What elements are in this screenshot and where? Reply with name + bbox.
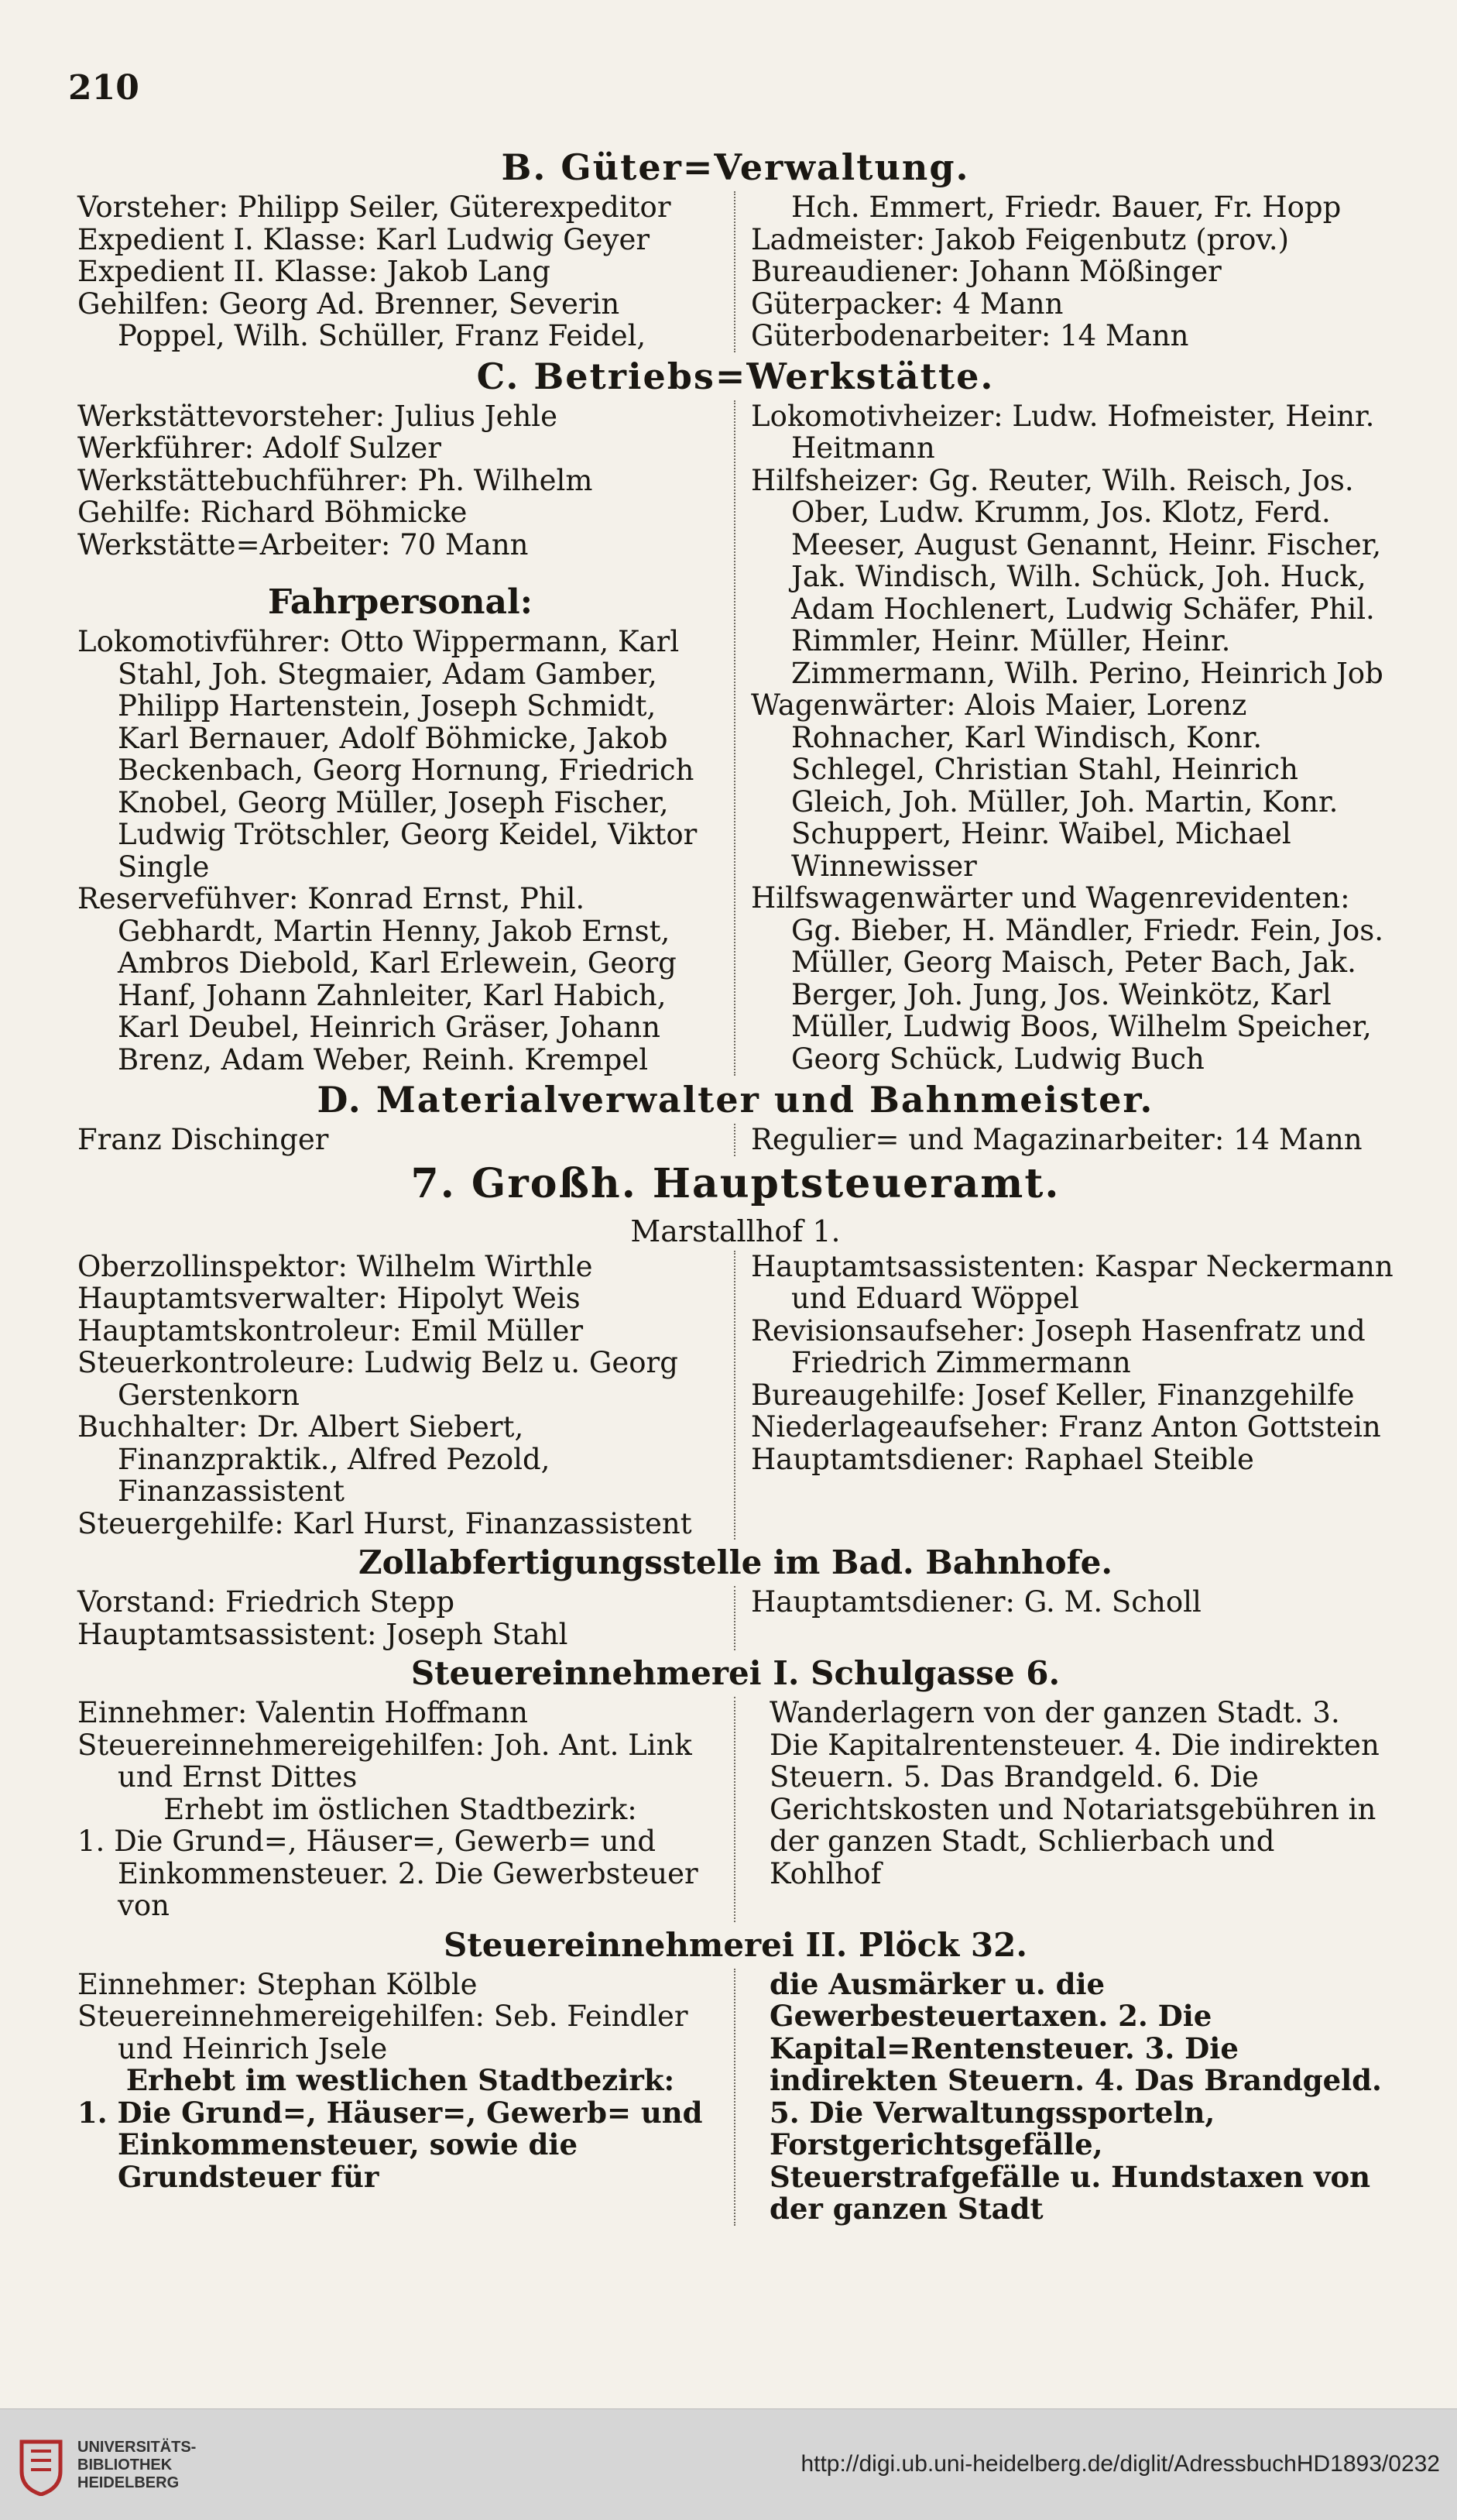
- steuer-1-title: Steuereinnehmerei I. Schulgasse 6.: [410, 1654, 1061, 1692]
- spacer: [77, 561, 723, 579]
- entry: Hauptamtskontroleur: Emil Müller: [77, 1313, 584, 1348]
- section-7-left: [77, 1251, 735, 1540]
- section-d-columns: [77, 1124, 1394, 1156]
- page-content: [77, 143, 1394, 2226]
- entry: Steuereinnehmereigehilfen: Seb. Feindler und Heinrich Jsele: [77, 2000, 688, 2065]
- footer-bar: [0, 2408, 1457, 2520]
- section-c-title: C. Betriebs=Werkstätte.: [476, 355, 995, 397]
- entry: Hauptamtsdiener: G. M. Scholl: [751, 1585, 1202, 1619]
- zollabfertigung-title: Zollabfertigungsstelle im Bad. Bahnhofe.: [358, 1543, 1112, 1581]
- steuer-2-columns: [77, 1966, 1394, 2226]
- section-d-title: D. Materialverwalter und Bahnmeister.: [317, 1079, 1154, 1121]
- zollabfertigung-columns: [77, 1586, 1394, 1650]
- section-7-address: Marstallhof 1.: [630, 1214, 841, 1248]
- entry: Expedient I. Klasse: Karl Ludwig Geyer: [77, 222, 650, 256]
- section-7-title: 7. Großh. Hauptsteueramt.: [410, 1159, 1061, 1207]
- entry: Bureaugehilfe: Josef Keller, Finanzgehilfe: [751, 1378, 1355, 1412]
- section-c-right: [735, 400, 1394, 1076]
- steuer-1-left: [77, 1697, 735, 1922]
- entry: Hch. Emmert, Friedr. Bauer, Fr. Hopp: [791, 191, 1342, 224]
- entry: Güterbodenarbeiter: 14 Mann: [751, 319, 1189, 352]
- entry: Reservefühver: Konrad Ernst, Phil. Gebhardt, Martin Henny, Jakob Ernst, Ambros Diebold, Karl Erlewein, Georg Hanf, Johann Zahnleiter, Karl Habich, Karl Deubel, Heinrich Gräser, Johann Brenz, Adam Weber, Reinh. Krempel: [77, 882, 677, 1076]
- logo-line: UNIVERSITÄTS-: [77, 2439, 197, 2456]
- entry: Buchhalter: Dr. Albert Siebert, Finanzpraktik., Alfred Pezold, Finanzassistent: [77, 1410, 550, 1508]
- entry: Hauptamtsassistent: Joseph Stahl: [77, 1617, 568, 1651]
- entry: Franz Dischinger: [77, 1123, 329, 1156]
- logo-line: BIBLIOTHEK: [77, 2456, 173, 2474]
- section-b-left: [77, 191, 735, 352]
- section-c-columns: [77, 400, 1394, 1076]
- zollabfertigung-left: [77, 1586, 735, 1650]
- entry: Hauptamtsassistenten: Kaspar Neckermann und Eduard Wöppel: [751, 1249, 1394, 1315]
- entry: Hauptamtsverwalter: Hipolyt Weis: [77, 1282, 581, 1315]
- library-logo-text: [77, 2439, 196, 2492]
- entry: Niederlageaufseher: Franz Anton Gottstein: [751, 1410, 1381, 1444]
- entry: Ladmeister: Jakob Feigenbutz (prov.): [751, 222, 1290, 256]
- source-url-link[interactable]: http://digi.ub.uni-heidelberg.de/diglit/AdressbuchHD1893/0232: [800, 2451, 1440, 2477]
- section-d-left: [77, 1124, 735, 1156]
- steuer-2-title: Steuereinnehmerei II. Plöck 32.: [444, 1925, 1027, 1964]
- entry-heading: Erhebt im westlichen Stadtbezirk:: [125, 2063, 675, 2097]
- entry: Oberzollinspektor: Wilhelm Wirthle: [77, 1249, 593, 1283]
- section-b-columns: [77, 191, 1394, 352]
- entry: Hilfswagenwärter und Wagenrevidenten: Gg. Bieber, H. Mändler, Friedr. Fein, Jos. Müller, Georg Maisch, Peter Bach, Jak. Berger, Joh. Jung, Jos. Weinkötz, Karl Müller, Ludwig Boos, Wilhelm Speicher, Georg Schück, Ludwig Buch: [751, 881, 1384, 1076]
- entry: Steuergehilfe: Karl Hurst, Finanzassistent: [77, 1506, 692, 1540]
- entry: Lokomotivführer: Otto Wippermann, Karl Stahl, Joh. Stegmaier, Adam Gamber, Philipp Hartenstein, Joseph Schmidt, Karl Bernauer, Adolf Böhmicke, Jakob Beckenbach, Georg Hornung, Friedrich Knobel, Georg Müller, Joseph Fischer, Ludwig Trötschler, Georg Keidel, Viktor Single: [77, 625, 698, 884]
- entry: Werkstättebuchführer: Ph. Wilhelm: [77, 463, 593, 497]
- entry: Regulier= und Magazinarbeiter: 14 Mann: [751, 1123, 1363, 1156]
- steuer-1-columns: [77, 1697, 1394, 1922]
- entry: Gehilfen: Georg Ad. Brenner, Severin Poppel, Wilh. Schüller, Franz Feidel,: [77, 287, 646, 352]
- entry: Vorstand: Friedrich Stepp: [77, 1585, 455, 1619]
- entry: Hauptamtsdiener: Raphael Steible: [751, 1442, 1254, 1476]
- entry: Wagenwärter: Alois Maier, Lorenz Rohnacher, Karl Windisch, Konr. Schlegel, Christian Stahl, Heinrich Gleich, Joh. Müller, Joh. Martin, Konr. Schuppert, Heinr. Waibel, Michael Winnewisser: [751, 688, 1339, 883]
- steuer-2-left: [77, 1969, 735, 2226]
- entry-heading: Erhebt im östlichen Stadtbezirk:: [163, 1792, 637, 1826]
- entry: Werkstätte=Arbeiter: 70 Mann: [77, 527, 529, 561]
- entry: Gehilfe: Richard Böhmicke: [77, 496, 468, 529]
- section-c-left: [77, 400, 735, 1076]
- section-b-title: B. Güter=Verwaltung.: [501, 146, 970, 188]
- fahrpersonal-title: Fahrpersonal:: [267, 582, 533, 622]
- section-7-columns: [77, 1251, 1394, 1540]
- entry: Lokomotivheizer: Ludw. Hofmeister, Heinr. Heitmann: [751, 399, 1375, 465]
- entry: Vorsteher: Philipp Seiler, Güterexpeditor: [77, 191, 671, 224]
- logo-line: HEIDELBERG: [77, 2474, 180, 2491]
- entry: Werkstättevorsteher: Julius Jehle: [77, 399, 558, 433]
- entry: Werkführer: Adolf Sulzer: [77, 431, 441, 465]
- entry: Einnehmer: Valentin Hoffmann: [77, 1696, 528, 1729]
- entry: Einnehmer: Stephan Kölble: [77, 1967, 478, 2001]
- entry: Hilfsheizer: Gg. Reuter, Wilh. Reisch, Jos. Ober, Ludw. Krumm, Jos. Klotz, Ferd. Meeser, August Genannt, Heinr. Fischer, Jak. Windisch, Wilh. Schück, Joh. Huck, Adam Hochlenert, Ludwig Schäfer, Phil. Rimmler, Heinr. Müller, Heinr. Zimmermann, Wilh. Perino, Heinrich Job: [751, 463, 1383, 690]
- university-seal-icon: [14, 2434, 68, 2496]
- entry: Güterpacker: 4 Mann: [751, 287, 1064, 321]
- entry: Expedient II. Klasse: Jakob Lang: [77, 255, 550, 288]
- section-7-right: [735, 1251, 1394, 1540]
- entry: Steuerkontroleure: Ludwig Belz u. Georg Gerstenkorn: [77, 1346, 678, 1412]
- section-d-right: [735, 1124, 1394, 1156]
- entry: 1. Die Grund=, Häuser=, Gewerb= und Einkommensteuer, sowie die Grundsteuer für: [77, 2095, 703, 2194]
- entry: Revisionsaufseher: Joseph Hasenfratz und Friedrich Zimmermann: [751, 1313, 1366, 1379]
- zollabfertigung-right: [735, 1586, 1394, 1650]
- page-number: 210: [68, 68, 139, 108]
- entry: die Ausmärker u. die Gewerbesteuertaxen. 2. Die Kapital=Rentensteuer. 3. Die indirekten Steuern. 4. Das Brandgeld. 5. Die Verwaltungssporteln, Forstgerichtsgefälle, Steuerstrafgefälle u. Hundstaxen von der ganzen Stadt: [770, 1966, 1382, 2226]
- steuer-1-right: [735, 1697, 1394, 1922]
- entry: Wanderlagern von der ganzen Stadt. 3. Die Kapitalrentensteuer. 4. Die indirekten Steuern. 5. Das Brandgeld. 6. Die Gerichtskosten und Notariatsgebühren in der ganzen Stadt, Schlierbach und Kohlhof: [770, 1696, 1380, 1890]
- entry: Bureaudiener: Johann Mößinger: [751, 255, 1222, 288]
- steuer-2-right: [735, 1966, 1394, 2226]
- entry: Steuereinnehmereigehilfen: Joh. Ant. Link und Ernst Dittes: [77, 1728, 692, 1794]
- section-b-right: [735, 191, 1394, 352]
- entry: 1. Die Grund=, Häuser=, Gewerb= und Einkommensteuer. 2. Die Gewerbsteuer von: [77, 1825, 698, 1922]
